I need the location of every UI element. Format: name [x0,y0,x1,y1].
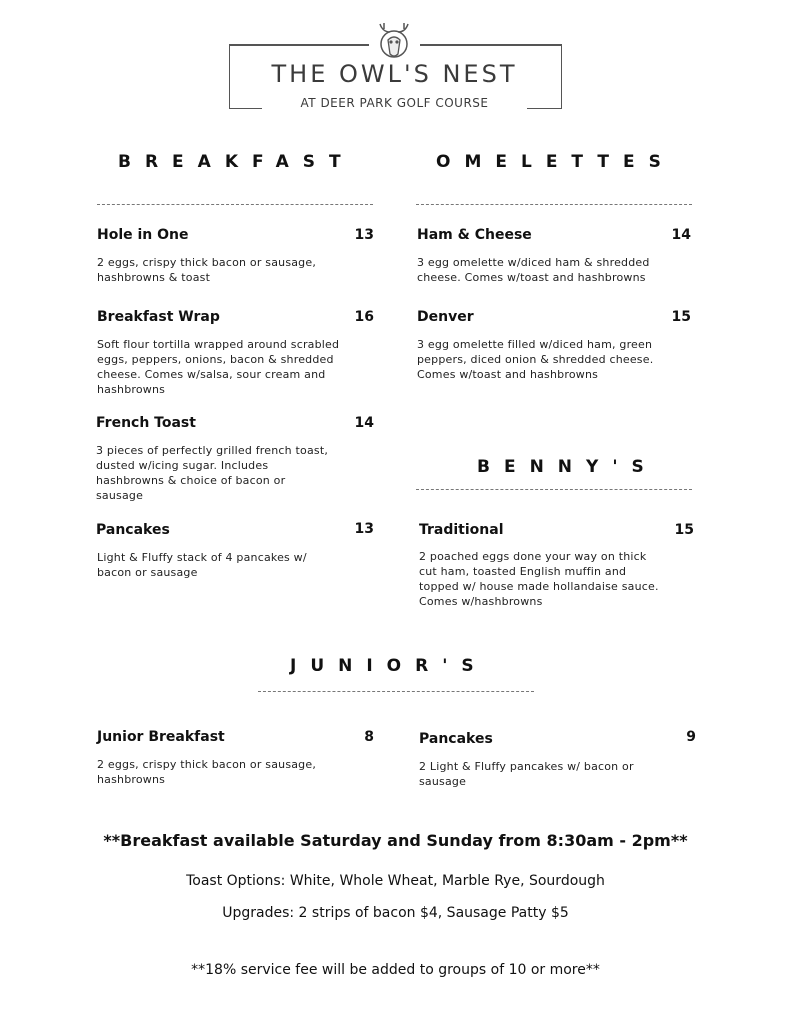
menu-item-price: 16 [354,309,374,325]
menu-item-price: 13 [354,227,374,243]
menu-item-name: Hole in One [97,227,189,243]
menu-item-price: 9 [686,729,696,745]
toast-options-note: Toast Options: White, Whole Wheat, Marble Rye, Sourdough [186,873,605,889]
menu-item-name: Ham & Cheese [417,227,532,243]
juniors-heading: JUNIOR'S [290,656,488,676]
menu-item-desc: 3 egg omelette filled w/diced ham, green peppers, diced onion & shredded cheese. Comes w/toast and hashbrowns [417,338,654,381]
bennys-heading: BENNY'S [477,457,658,477]
breakfast-divider [97,204,373,205]
menu-item-price: 13 [354,521,374,537]
menu-item-name: Traditional [419,522,504,538]
logo-frame-top-left [229,44,369,46]
menu-item-price: 14 [671,227,691,243]
menu-item-name: Pancakes [96,522,170,538]
menu-item-desc: Light & Fluffy stack of 4 pancakes w/ bacon or sausage [97,551,307,579]
upgrades-note: Upgrades: 2 strips of bacon $4, Sausage Patty $5 [222,905,569,921]
juniors-divider [258,691,534,692]
menu-item-name: Denver [417,309,474,325]
owl-deer-logo-icon [372,20,416,60]
availability-note: **Breakfast available Saturday and Sunday from 8:30am - 2pm** [103,831,688,850]
menu-item-price: 15 [674,522,694,538]
menu-item-price: 15 [671,309,691,325]
menu-item-desc: 2 Light & Fluffy pancakes w/ bacon or sausage [419,760,634,788]
menu-item-desc: 2 eggs, crispy thick bacon or sausage, hashbrowns [97,758,317,786]
menu-item-desc: 2 eggs, crispy thick bacon or sausage, hashbrowns & toast [97,256,317,284]
breakfast-heading: BREAKFAST [118,152,355,172]
menu-item-price: 14 [354,415,374,431]
logo-title: THE OWL'S NEST [271,60,518,88]
logo-subtitle: AT DEER PARK GOLF COURSE [262,96,527,110]
menu-item-name: Pancakes [419,731,493,747]
menu-item-desc: Soft flour tortilla wrapped around scrabled eggs, peppers, onions, bacon & shredded cheese. Comes w/salsa, sour cream and hashbrowns [97,338,340,396]
service-fee-note: **18% service fee will be added to groups of 10 or more** [191,962,600,978]
menu-item-price: 8 [364,729,374,745]
menu-item-desc: 3 pieces of perfectly grilled french toast, dusted w/icing sugar. Includes hashbrowns & choice of bacon or sausage [96,444,329,502]
menu-item-desc: 3 egg omelette w/diced ham & shredded cheese. Comes w/toast and hashbrowns [417,256,650,284]
menu-item-desc: 2 poached eggs done your way on thick cut ham, toasted English muffin and topped w/ house made hollandaise sauce. Comes w/hashbrowns [419,550,659,608]
bennys-divider [416,489,692,490]
omelettes-heading: OMELETTES [436,152,675,172]
logo-frame-top-right [420,44,561,46]
menu-item-name: Breakfast Wrap [97,309,220,325]
menu-item-name: Junior Breakfast [97,729,225,745]
omelettes-divider [416,204,692,205]
menu-item-name: French Toast [96,415,196,431]
